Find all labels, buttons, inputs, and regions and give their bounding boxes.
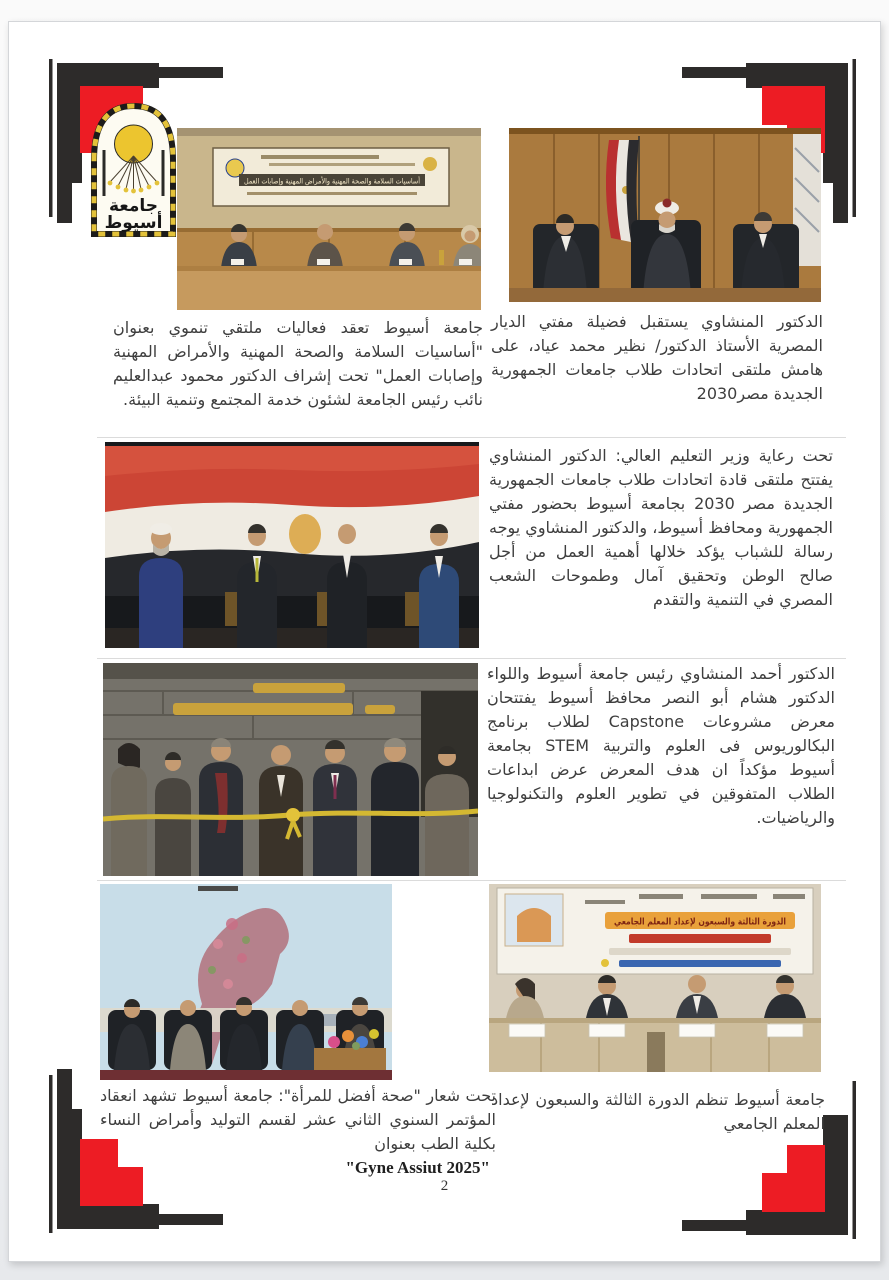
photo1-banner-title: أساسيات السلامة والصحة المهنية والأمراض المهنية وإصابات العمل <box>244 176 451 186</box>
caption-mufti-reception: الدكتور المنشاوي يستقبل فضيلة مفتي الديار المصرية الأستاذ الدكتور/ نظير محمد عياد، على هامش ملتقى اتحادات طلاب جامعات الجمهورية الجديدة مصر2030 <box>491 312 823 403</box>
section-divider <box>97 658 846 659</box>
caption-students-forum: تحت رعاية وزير التعليم العالي: الدكتور المنشاوي يفتتح ملتقى قادة اتحادات طلاب جامعات الجمهورية الجديدة مصر 2030 بجامعة أسيوط بحضور مفتي الجمهورية ومحافظ أسيوط، والدكتور المنشاوي يوجه رسالة للشباب يؤكد خلالها أهمية العمل من أجل صالح الوطن وتحقيق آمال وطموحات الشعب المصري في التنمية والتقدم <box>489 446 833 609</box>
caption-capstone-expo: الدكتور أحمد المنشاوي رئيس جامعة أسيوط واللواء الدكتور هشام أبو النصر محافظ أسيوط يفتتحان معرض مشروعات Capstone لطلاب برنامج البكالوريوس فى العلوم والتربية STEM بجامعة أسيوط مؤكداً ان هدف المعرض عرض ابداعات الطلاب المتفوقين في تطوير العلوم والتكنولوجيا والرياضيات. <box>487 664 836 827</box>
assiut-university-logo-icon <box>86 98 181 240</box>
photo-safety-forum <box>177 128 481 310</box>
logo-text-line1: جامعة <box>108 196 159 216</box>
caption-teacher-course: جامعة أسيوط تنظم الدورة الثالثة والسبعون لإعداد المعلم الجامعي <box>491 1090 825 1133</box>
section-divider <box>97 880 846 881</box>
caption-safety-forum: جامعة أسيوط تعقد فعاليات ملتقي تنموي بعنوان "أساسيات السلامة والصحة المهنية والأمراض المهنية وإصابات العمل" تحت إشراف الدكتور محمود عبدالعليم نائب رئيس الجامعة لشئون خدمة المجتمع وتنمية البيئة. <box>113 318 483 409</box>
photo-mufti-reception <box>509 128 821 302</box>
caption-gyne-latin-title: "Gyne Assiut 2025" <box>345 1158 490 1177</box>
page-number: 2 <box>440 1178 449 1194</box>
caption-gyne-conference: تحت شعار "صحة أفضل للمرأة": جامعة أسيوط تشهد انعقاد المؤتمر السنوي الثاني عشر لقسم التوليد وأمراض النساء بكلية الطب بعنوان <box>100 1086 496 1153</box>
newsletter-page <box>8 21 881 1262</box>
photo-students-forum-stage <box>105 442 479 648</box>
photo-gyne-conference <box>100 884 392 1080</box>
photo-teacher-course <box>489 884 821 1072</box>
photo6-banner-title: الدورة الثالثة والسبعون لإعداد المعلم الجامعي <box>614 917 786 928</box>
photo-capstone-ribbon-cutting <box>103 663 478 876</box>
section-divider <box>97 437 846 438</box>
logo-text-line2: أسيوط <box>104 213 163 233</box>
corner-ornament-bottom-right <box>681 1048 856 1243</box>
